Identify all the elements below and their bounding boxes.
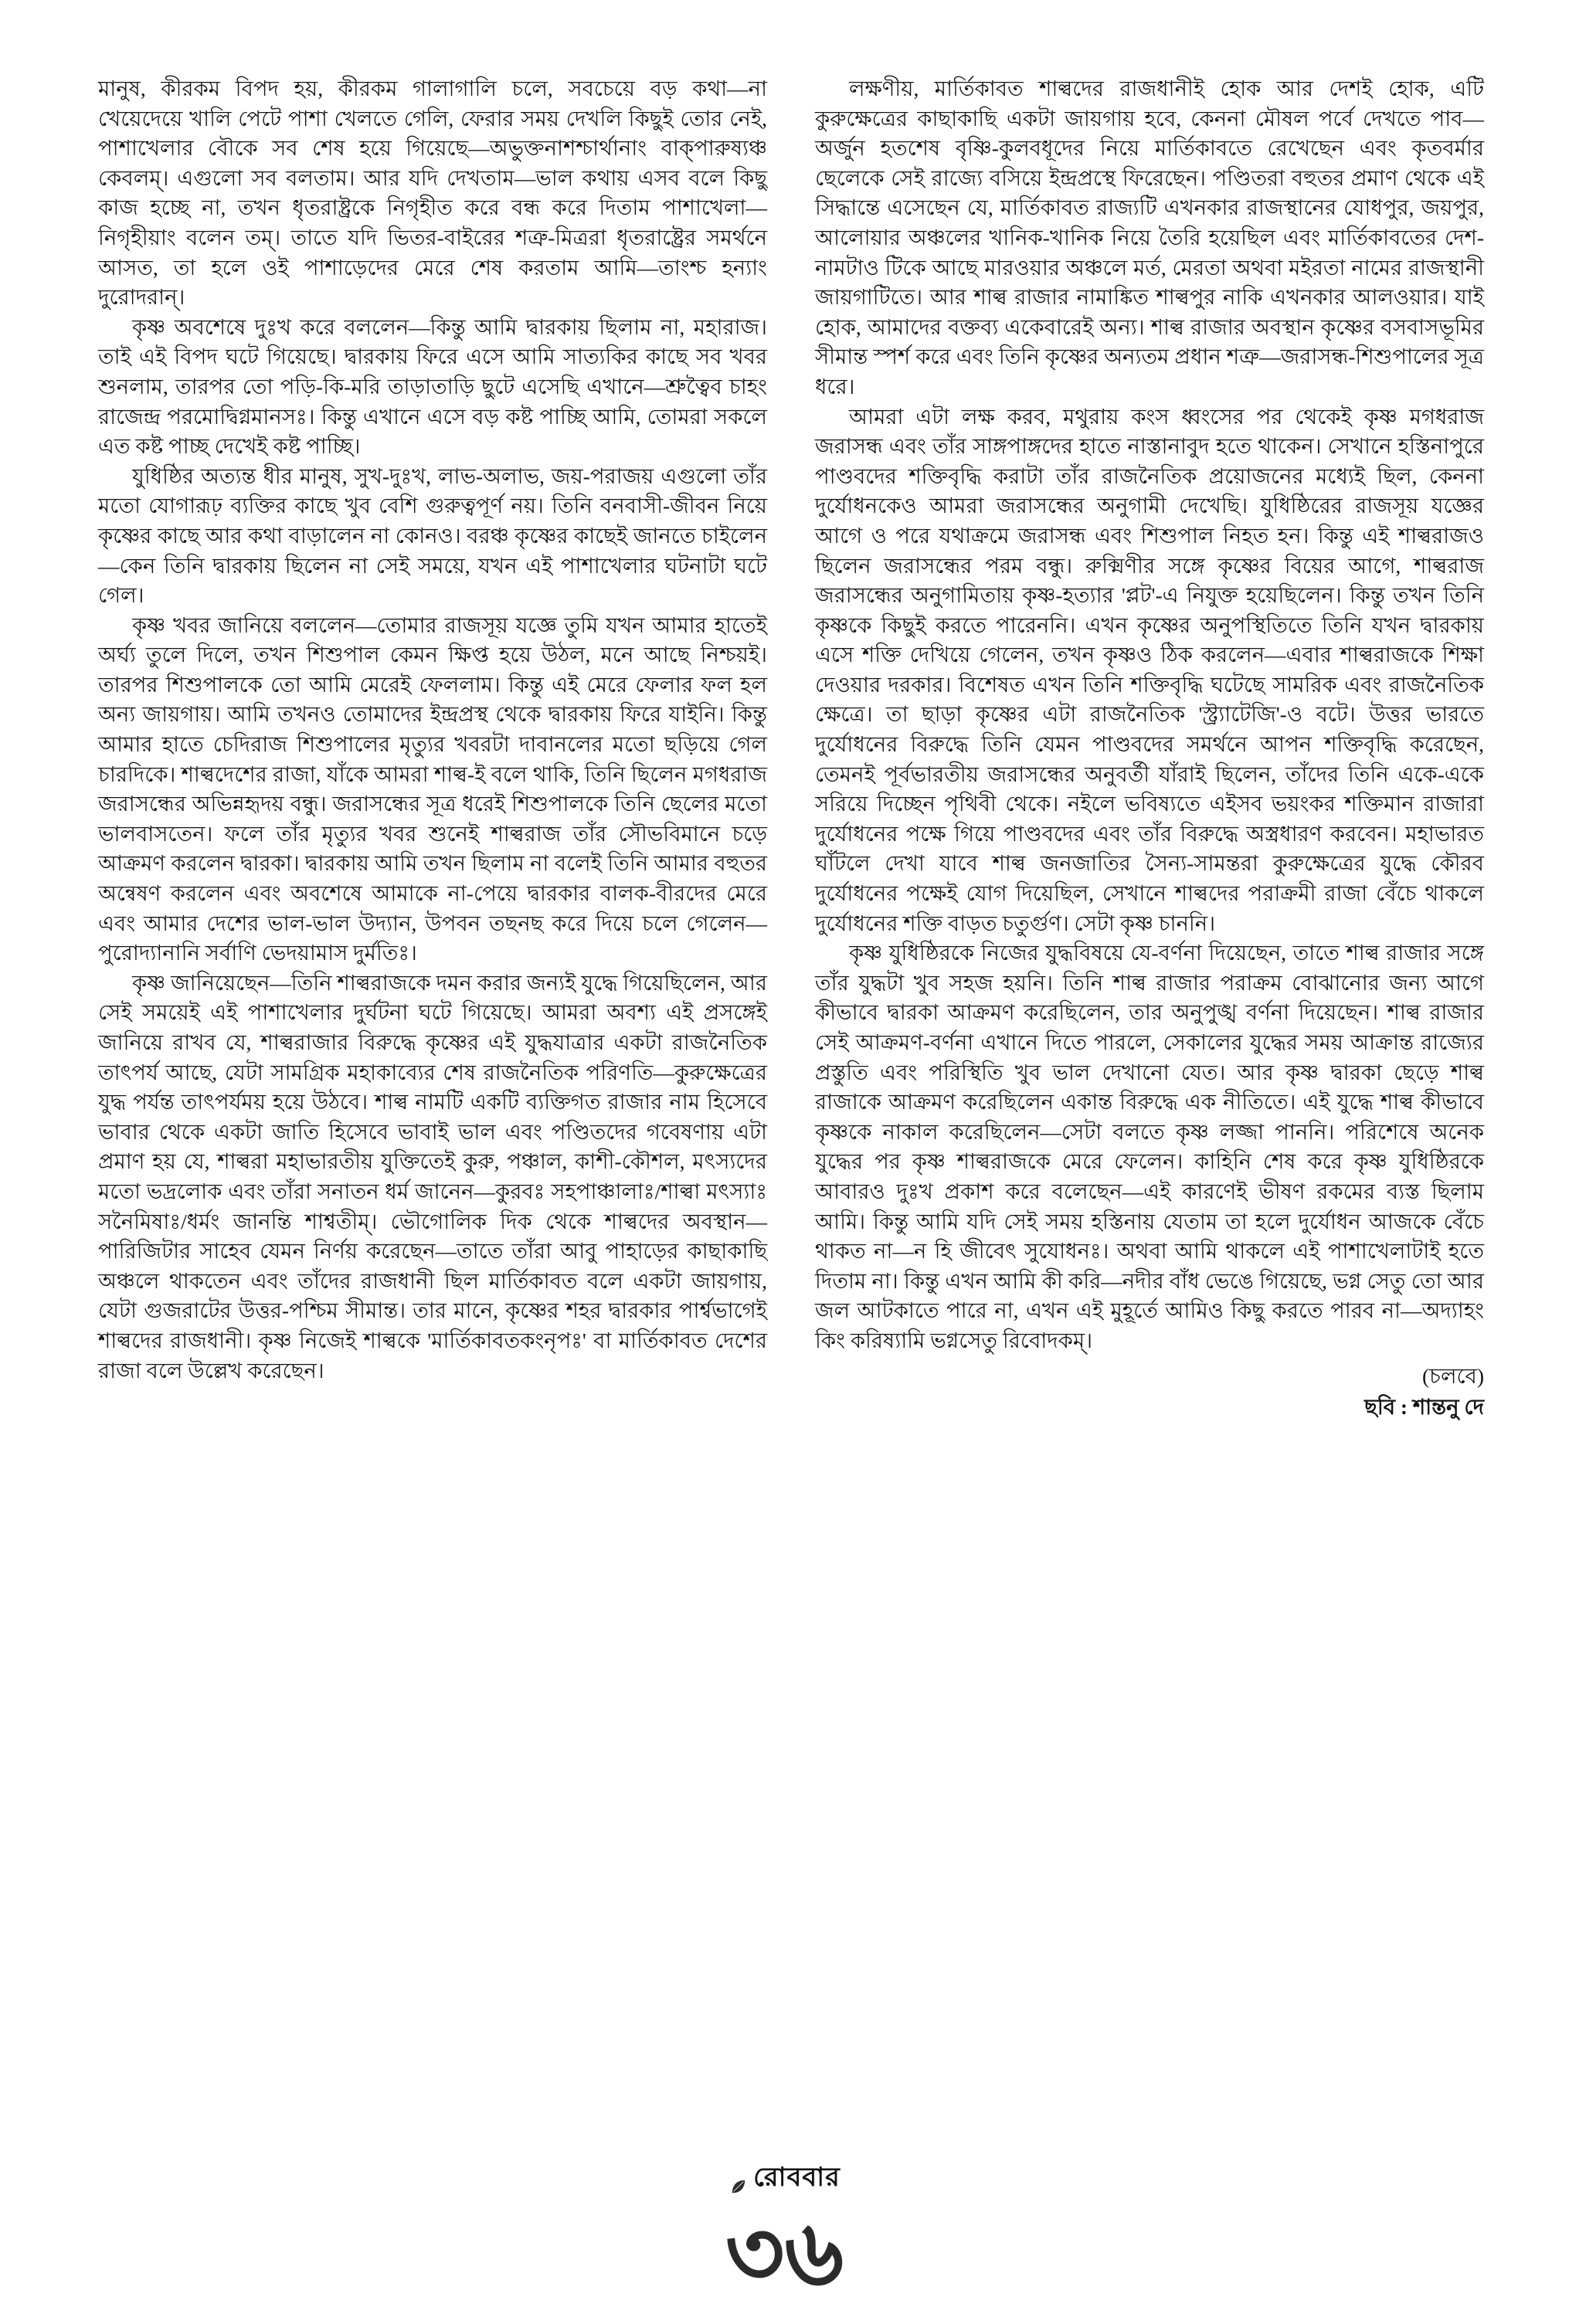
- paragraph: কৃষ্ণ যুধিষ্ঠিরকে নিজের যুদ্ধবিষয়ে যে-বর্ণনা দিয়েছেন, তাতে শাল্ব রাজার সঙ্গে তাঁর যুদ্ধটা খুব সহজ হয়নি। তিনি শাল্ব রাজার পরাক্রম বোঝানোর জন্য আগে কীভাবে দ্বারকা আক্রমণ করেছিলেন, তার অনুপুঙ্খ বর্ণনা দিয়েছেন। শাল্ব রাজার সেই আক্রমণ-বর্ণনা এখানে দিতে পারলে, সেকালের যুদ্ধের সময় আক্রান্ত রাজ্যের প্রস্তুতি এবং পরিস্থিতি খুব ভাল দেখানো যেত। আর কৃষ্ণ দ্বারকা ছেড়ে শাল্ব রাজাকে আক্রমণ করেছিলেন একান্ত বিরুদ্ধে এক নীতিতে। এই যুদ্ধে শাল্ব কীভাবে কৃষ্ণকে নাকাল করেছিলেন—সেটা বলতে কৃষ্ণ লজ্জা পাননি। পরিশেষে অনেক যুদ্ধের পর কৃষ্ণ শাল্বরাজকে মেরে ফেলেন। কাহিনি শেষ করে কৃষ্ণ যুধিষ্ঠিরকে আবারও দুঃখ প্রকাশ করে বলেছেন—এই কারণেই ভীষণ রকমের ব্যস্ত ছিলাম আমি। কিন্তু আমি যদি সেই সময় হস্তিনায় যেতাম তা হলে দুর্যোধন আজকে বেঁচে থাকত না—ন হি জীবেৎ সুযোধনঃ। অথবা আমি থাকলে এই পাশাখেলাটাই হতে দিতাম না। কিন্তু এখন আমি কী করি—নদীর বাঁধ ভেঙে গিয়েছে, ভগ্ন সেতু তো আর জল আটকাতে পারে না, এখন এই মুহূর্তে আমিও কিছু করতে পারব না—অদ্যাহং কিং করিষ্যামি ভগ্নসেতু রিবোদকম্‌।: [815, 941, 1484, 1352]
- paragraph: যুধিষ্ঠির অত্যন্ত ধীর মানুষ, সুখ-দুঃখ, লাভ-অলাভ, জয়-পরাজয় এগুলো তাঁর মতো যোগারূঢ় ব্যক্তির কাছে খুব বেশি গুরুত্বপূর্ণ নয়। তিনি বনবাসী-জীবন নিয়ে কৃষ্ণের কাছে আর কথা বাড়ালেন না কোনও। বরঞ্চ কৃষ্ণের কাছেই জানতে চাইলেন—কেন তিনি দ্বারকায় ছিলেন না সেই সময়ে, যখন এই পাশাখেলার ঘটনাটা ঘটে গেল।: [98, 463, 767, 608]
- right-column-paragraphs: [815, 74, 1484, 1356]
- right-column: [815, 74, 1484, 1423]
- to-be-continued-label: (চলবে): [1421, 1363, 1484, 1388]
- paragraph: আমরা এটা লক্ষ করব, মথুরায় কংস ধ্বংসের পর থেকেই কৃষ্ণ মগধরাজ জরাসন্ধ এবং তাঁর সাঙ্গপাঙ্গদের হাতে নাস্তানাবুদ হতে থাকেন। সেখানে হস্তিনাপুরে পাণ্ডবদের শক্তিবৃদ্ধি করাটা তাঁর রাজনৈতিক প্রয়োজনের মধ্যেই ছিল, কেননা দুর্যোধনকেও আমরা জরাসন্ধের অনুগামী দেখেছি। যুধিষ্ঠিরের রাজসূয় যজ্ঞের আগে ও পরে যথাক্রমে জরাসন্ধ এবং শিশুপাল নিহত হন। কিন্তু এই শাল্বরাজও ছিলেন জরাসন্ধের পরম বন্ধু। রুক্মিণীর সঙ্গে কৃষ্ণের বিয়ের আগে, শাল্বরাজ জরাসন্ধের অনুগামিতায় কৃষ্ণ-হত্যার 'প্লট'-এ নিযুক্ত হয়েছিলেন। কিন্তু তখন তিনি কৃষ্ণকে কিছুই করতে পারেননি। এখন কৃষ্ণের অনুপস্থিতিতে তিনি যখন দ্বারকায় এসে শক্তি দেখিয়ে গেলেন, তখন কৃষ্ণও ঠিক করলেন—এবার শাল্বরাজকে শিক্ষা দেওয়ার দরকার। বিশেষত এখন তিনি শক্তিবৃদ্ধি ঘটেছে সামরিক এবং রাজনৈতিক ক্ষেত্রে। তা ছাড়া কৃষ্ণের এটা রাজনৈতিক 'স্ট্র্যাটেজি'-ও বটে। উত্তর ভারতে দুর্যোধনের বিরুদ্ধে তিনি যেমন পাণ্ডবদের সমর্থনে আপন শক্তিবৃদ্ধি করেছেন, তেমনই পূর্বভারতীয় জরাসন্ধের অনুবর্তী যাঁরাই ছিলেন, তাঁদের তিনি একে-একে সরিয়ে দিচ্ছেন পৃথিবী থেকে। নইলে ভবিষ্যতে এইসব ভয়ংকর শক্তিমান রাজারা দুর্যোধনের পক্ষে গিয়ে পাণ্ডবদের এবং তাঁর বিরুদ্ধে অস্ত্রধারণ করবেন। মহাভারত ঘাঁটলে দেখা যাবে শাল্ব জনজাতির সৈন্য-সামন্তরা কুরুক্ষেত্রের যুদ্ধে কৌরব দুর্যোধনের পক্ষেই যোগ দিয়েছিল, সেখানে শাল্বদের পরাক্রমী রাজা বেঁচে থাকলে দুর্যোধনের শক্তি বাড়ত চতুর্গুণ। সেটা কৃষ্ণ চাননি।: [815, 404, 1484, 935]
- paragraph: কৃষ্ণ অবশেষে দুঃখ করে বললেন—কিন্তু আমি দ্বারকায় ছিলাম না, মহারাজ। তাই এই বিপদ ঘটে গিয়েছে। দ্বারকায় ফিরে এসে আমি সাত্যকির কাছে সব খবর শুনলাম, তারপর তো পড়ি-কি-মরি তাড়াতাড়ি ছুটে এসেছি এখানে—শ্রুত্বৈব চাহং রাজেন্দ্র পরমোদ্বিগ্নমানসঃ। কিন্তু এখানে এসে বড় কষ্ট পাচ্ছি আমি, তোমরা সকলে এত কষ্ট পাচ্ছ দেখেই কষ্ট পাচ্ছি।: [98, 314, 767, 459]
- paragraph: কৃষ্ণ জানিয়েছেন—তিনি শাল্বরাজকে দমন করার জন্যই যুদ্ধে গিয়েছিলেন, আর সেই সময়েই এই পাশাখেলার দুর্ঘটনা ঘটে গিয়েছে। আমরা অবশ্য এই প্রসঙ্গেই জানিয়ে রাখব যে, শাল্বরাজার বিরুদ্ধে কৃষ্ণের এই যুদ্ধযাত্রার একটা রাজনৈতিক তাৎপর্য আছে, যেটা সামগ্রিক মহাকাব্যের শেষ রাজনৈতিক পরিণতি—কুরুক্ষেত্রের যুদ্ধ পর্যন্ত তাৎপর্যময় হয়ে উঠবে। শাল্ব নামটি একটি ব্যক্তিগত রাজার নাম হিসেবে ভাবার থেকে একটা জাতি হিসেবে ভাবাই ভাল এবং পণ্ডিতদের গবেষণায় এটা প্রমাণ হয় যে, শাল্বরা মহাভারতীয় যুক্তিতেই কুরু, পঞ্চাল, কাশী-কৌশল, মৎস্যদের মতো ভদ্রলোক এবং তাঁরা সনাতন ধর্ম জানেন—কুরবঃ সহপাঞ্চালাঃ/শাল্বা মৎস্যাঃ সনৈমিষাঃ/ধর্মং জানন্তি শাশ্বতীম্‌। ভৌগোলিক দিক থেকে শাল্বদের অবস্থান—পারিজিটার সাহেব যেমন নির্ণয় করেছেন—তাতে তাঁরা আবু পাহাড়ের কাছাকাছি অঞ্চলে থাকতেন এবং তাঁদের রাজধানী ছিল মার্তিকাবত বলে একটা জায়গায়, যেটা গুজরাটের উত্তর-পশ্চিম সীমান্ত। তার মানে, কৃষ্ণের শহর দ্বারকার পার্শ্বভাগেই শাল্বদের রাজধানী। কৃষ্ণ নিজেই শাল্বকে 'মার্তিকাবতকংনৃপঃ' বা মার্তিকাবত দেশের রাজা বলে উল্লেখ করেছেন।: [98, 970, 767, 1383]
- magazine-name-wrap: [728, 2157, 841, 2201]
- article-body: [98, 74, 1484, 1423]
- leaf-icon: [728, 2176, 749, 2197]
- magazine-name: রোববার: [753, 2163, 841, 2193]
- left-column: [98, 74, 767, 1423]
- paragraph: লক্ষণীয়, মার্তিকাবত শাল্বদের রাজধানীই হোক আর দেশই হোক, এটি কুরুক্ষেত্রের কাছাকাছি একটা জায়গায় হবে, কেননা মৌষল পর্বে দেখতে পাব—অর্জুন হতশেষ বৃষ্ণি-কুলবধূদের নিয়ে মার্তিকাবতে রেখেছেন এবং কৃতবর্মার ছেলেকে সেই রাজ্যে বসিয়ে ইন্দ্রপ্রস্থে ফিরেছেন। পণ্ডিতরা বহুতর প্রমাণ থেকে এই সিদ্ধান্তে এসেছেন যে, মার্তিকাবত রাজ্যটি এখনকার রাজস্থানের যোধপুর, জয়পুর, আলোয়ার অঞ্চলের খানিক-খানিক নিয়ে তৈরি হয়েছিল এবং মার্তিকাবতের দেশ-নামটাও টিকে আছে মারওয়ার অঞ্চলে মর্ত, মেরতা অথবা মইরতা নামের রাজস্থানী জায়গাটিতে। আর শাল্ব রাজার নামাঙ্কিত শাল্বপুর নাকি এখনকার আলওয়ার। যাই হোক, আমাদের বক্তব্য একেবারেই অন্য। শাল্ব রাজার অবস্থান কৃষ্ণের বসবাসভূমির সীমান্ত স্পর্শ করে এবং তিনি কৃষ্ণের অন্যতম প্রধান শত্রু—জরাসন্ধ-শিশুপালের সূত্র ধরে।: [815, 76, 1484, 399]
- credit-block: [815, 1361, 1484, 1423]
- photo-credit: ছবি : শান্তনু দে: [1364, 1394, 1484, 1419]
- paragraph: কৃষ্ণ খবর জানিয়ে বললেন—তোমার রাজসূয় যজ্ঞে তুমি যখন আমার হাতেই অর্ঘ্য তুলে দিলে, তখন শিশুপাল কেমন ক্ষিপ্ত হয়ে উঠল, মনে আছে নিশ্চয়ই। তারপর শিশুপালকে তো আমি মেরেই ফেললাম। কিন্তু এই মেরে ফেলার ফল হল অন্য জায়গায়। আমি তখনও তোমাদের ইন্দ্রপ্রস্থ থেকে দ্বারকায় ফিরে যাইনি। কিন্তু আমার হাতে চেদিরাজ শিশুপালের মৃত্যুর খবরটা দাবানলের মতো ছড়িয়ে গেল চারদিকে। শাল্বদেশের রাজা, যাঁকে আমরা শাল্ব-ই বলে থাকি, তিনি ছিলেন মগধরাজ জরাসন্ধের অভিন্নহৃদয় বন্ধু। জরাসন্ধের সূত্র ধরেই শিশুপালকে তিনি ছেলের মতো ভালবাসতেন। ফলে তাঁর মৃত্যুর খবর শুনেই শাল্বরাজ তাঁর সৌভবিমানে চড়ে আক্রমণ করলেন দ্বারকা। দ্বারকায় আমি তখন ছিলাম না বলেই তিনি আমার বহুতর অন্বেষণ করলেন এবং অবশেষে আমাকে না-পেয়ে দ্বারকার বালক-বীরদের মেরে এবং আমার দেশের ভাল-ভাল উদ্যান, উপবন তছনছ করে দিয়ে চলে গেলেন—পুরোদ্যানানি সর্বাণি ভেদয়ামাস দুর্মতিঃ।: [98, 612, 767, 965]
- paragraph: মানুষ, কীরকম বিপদ হয়, কীরকম গালাগালি চলে, সবচেয়ে বড় কথা—না খেয়েদেয়ে খালি পেটে পাশা খেলতে গেলি, ফেরার সময় দেখলি কিছুই তোর নেই, পাশাখেলার বৌকে সব শেষ হয়ে গিয়েছে—অভুক্তনাশশ্চার্থানাং বাক্‌পারুষ্যঞ্চ কেবলম্‌। এগুলো সব বলতাম। আর যদি দেখতাম—ভাল কথায় এসব বলে কিছু কাজ হচ্ছে না, তখন ধৃতরাষ্ট্রকে নিগৃহীত করে বন্ধ করে দিতাম পাশাখেলা—নিগৃহীয়াং বলেন তম্‌। তাতে যদি ভিতর-বাইরের শত্রু-মিত্ররা ধৃতরাষ্ট্রের সমর্থনে আসত, তা হলে ওই পাশাড়েদের মেরে শেষ করতাম আমি—তাংশ্চ হন্যাং দুরোদরান্‌।: [98, 76, 767, 310]
- page-footer: [0, 2157, 1569, 2305]
- page-number: ৩৬: [725, 2204, 844, 2305]
